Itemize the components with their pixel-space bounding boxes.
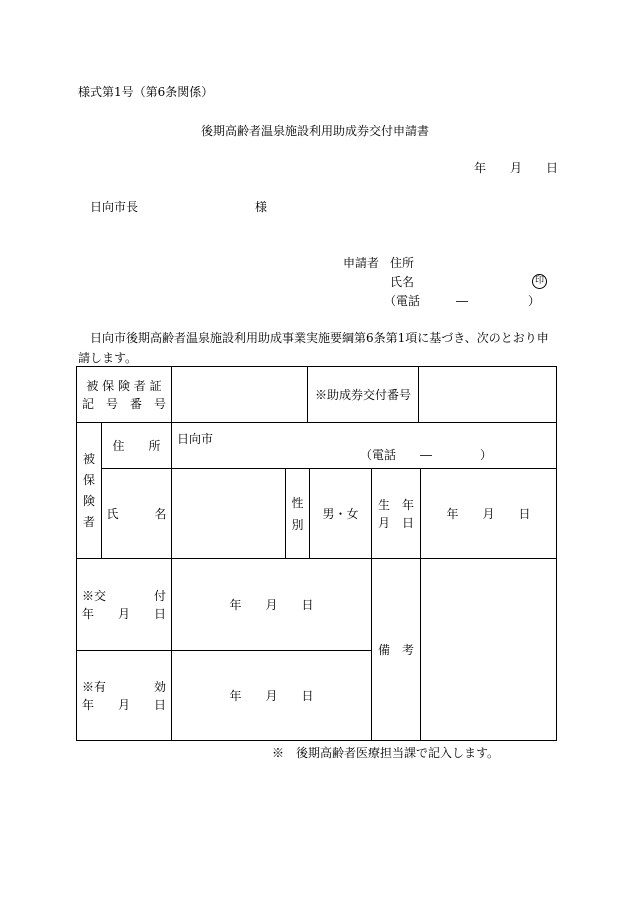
issue-date-label-line1: ※交 付 <box>81 588 166 603</box>
address-phone: （電話 ― ） <box>360 448 493 462</box>
applicant-name-label: 氏名 <box>390 275 415 289</box>
issue-date-field[interactable]: 年 月 日 <box>229 598 314 612</box>
insured-person-char: 者 <box>82 514 95 529</box>
remarks-field[interactable] <box>421 559 556 740</box>
table-border-right <box>556 366 557 740</box>
address-label: 住 所 <box>112 439 161 453</box>
insured-number-label <box>77 367 171 422</box>
issue-date-label <box>77 559 171 650</box>
insured-person-char: 保 <box>82 472 95 487</box>
addressee-suffix: 様 <box>255 200 268 214</box>
insured-number-field[interactable] <box>172 367 307 422</box>
birth-date-label-line1: 生 年 <box>377 497 414 512</box>
date-line: 年 月 日 <box>474 161 559 175</box>
sex-options[interactable]: 男・女 <box>322 507 359 521</box>
insured-number-label-line2: 記 号 番 号 <box>81 396 166 411</box>
applicant-phone: （電話 ― ） <box>384 294 541 308</box>
sex-label-char: 性 <box>291 495 304 510</box>
voucher-number-field[interactable] <box>419 367 556 422</box>
birth-date-field[interactable]: 年 月 日 <box>446 507 531 521</box>
seal-mark: 印 <box>532 274 547 289</box>
sex-label-char: 別 <box>291 517 304 532</box>
name-label: 氏 名 <box>106 507 167 521</box>
valid-date-label <box>77 651 171 740</box>
table-border-bottom <box>76 740 557 741</box>
insured-person-char: 険 <box>82 493 95 508</box>
valid-date-field[interactable]: 年 月 日 <box>229 689 314 703</box>
insured-person-char: 被 <box>82 451 95 466</box>
name-field[interactable] <box>172 469 285 558</box>
document-title: 後期高齢者温泉施設利用助成券交付申請書 <box>200 124 429 138</box>
voucher-number-label: ※助成券交付番号 <box>314 388 411 402</box>
intro-text: 日向市後期高齢者温泉施設利用助成事業実施要綱第6条第1項に基づき、次のとおり申請します。 <box>78 331 549 365</box>
remarks-label: 備 考 <box>377 643 414 657</box>
address-field[interactable] <box>172 423 556 468</box>
form-number: 様式第1号（第6条関係） <box>78 85 214 99</box>
insured-number-label-line1: 被 保 険 者 証 <box>86 378 162 393</box>
sex-label <box>286 469 309 558</box>
birth-date-label-line2: 月 日 <box>377 515 414 530</box>
birth-date-label <box>372 469 420 558</box>
valid-date-label-line2: 年 月 日 <box>81 697 166 712</box>
applicant-address-label: 住所 <box>390 256 415 270</box>
applicant-label: 申請者 <box>343 256 380 270</box>
addressee-name: 日向市長 <box>90 200 139 214</box>
address-value: 日向市 <box>177 432 214 446</box>
footnote: ※ 後期高齢者医療担当課で記入します。 <box>272 746 500 760</box>
valid-date-label-line1: ※有 効 <box>81 679 166 694</box>
issue-date-label-line2: 年 月 日 <box>81 606 166 621</box>
insured-person-label <box>77 423 101 558</box>
